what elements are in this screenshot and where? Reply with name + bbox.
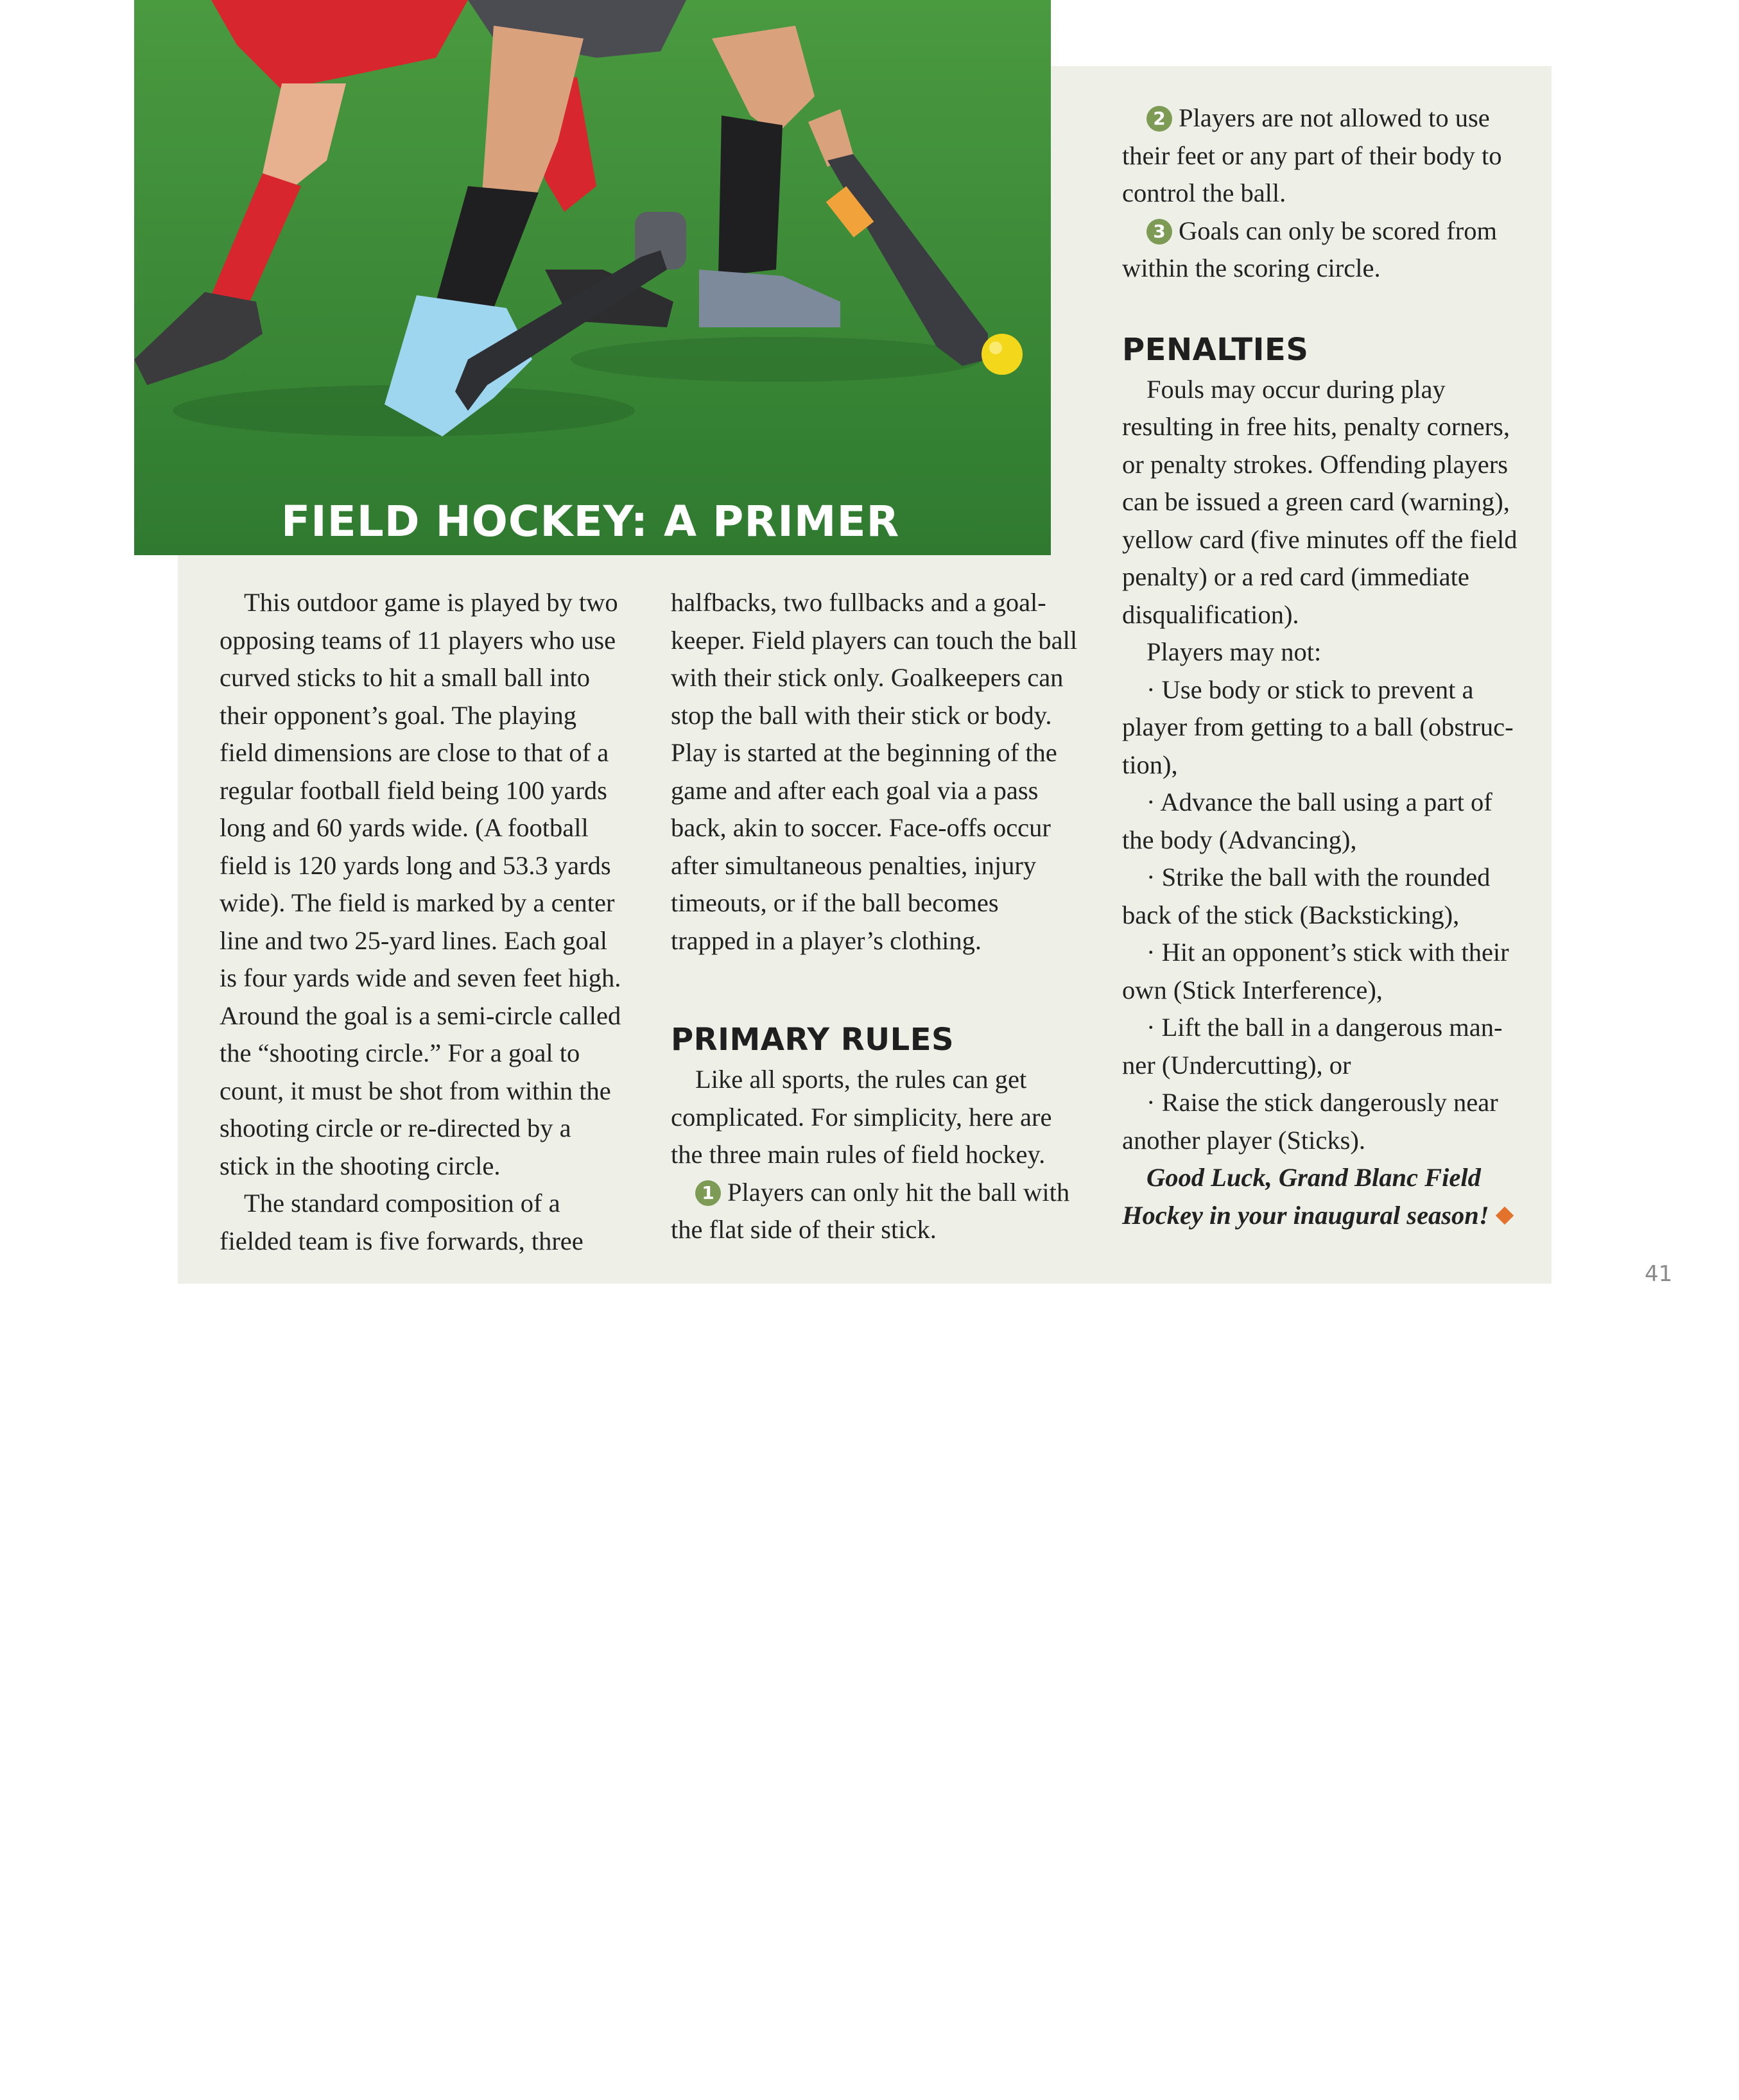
penalty-item: · Raise the stick dangerously near another player (Sticks). xyxy=(1122,1088,1498,1155)
page-title: FIELD HOCKEY: A PRIMER xyxy=(281,497,900,546)
rule-text-1: Players can only hit the ball with the flat side of their stick. xyxy=(671,1177,1070,1244)
primary-rules-heading: PRIMARY RULES xyxy=(671,1022,955,1058)
penalty-item: · Use body or stick to prevent a player from getting to a ball (obstruc-tion), xyxy=(1122,675,1514,779)
penalty-item: · Advance the ball using a part of the body (Advancing), xyxy=(1122,788,1492,854)
field-hockey-photo xyxy=(134,0,1051,555)
page-number: 41 xyxy=(1645,1261,1673,1287)
intro-paragraph: This outdoor game is played by two opposing teams of 11 players who use curved sticks to hit a small ball into their opponent’s goal. The playing field dimensions are close to that of a regular football field being 100 yards long and 60 yards wide. (A football field is 120 yards long and 53.3 yards wide). The field is marked by a center line and two 25-yard lines. Each goal is four yards wide and seven feet high. Around the goal is a semi-circle called the “shooting circle.” For a goal to count, it must be shot from within the shooting circle or re-directed by a stick in the shooting circle. xyxy=(220,588,621,1180)
rule-item-2 xyxy=(1122,99,1520,212)
players-may-not-label: Players may not: xyxy=(1146,637,1322,666)
rule-number-2-icon: 2 xyxy=(1146,106,1172,132)
closing-message xyxy=(1122,1159,1520,1234)
primary-rules-intro: Like all sports, the rules can get complicated. For simplicity, here are the three main rules of field hockey. xyxy=(671,1065,1052,1169)
penalties-paragraph: Fouls may occur during play resulting in free hits, penalty corners, or penalty strokes. Offending players can be issued a green card (warning), yellow card (five minutes off the field penalty) or a red card (immediate disqualification). xyxy=(1122,374,1518,629)
rule-text-2: Players are not allowed to use their feet or any part of their body to control the ball. xyxy=(1122,103,1502,207)
penalty-item: · Hit an opponent’s stick with their own (Stick Interference), xyxy=(1122,938,1509,1004)
text-column-3 xyxy=(1122,99,1520,1234)
closing-text: Good Luck, Grand Blanc Field Hockey in your inaugural season! xyxy=(1122,1163,1489,1230)
rule-number-1-icon: 1 xyxy=(695,1180,721,1206)
rule-item-1 xyxy=(671,1174,1078,1249)
diamond-icon xyxy=(1495,1206,1513,1224)
rule-number-3-icon: 3 xyxy=(1146,219,1172,245)
text-column-2 xyxy=(671,584,1078,1249)
penalties-heading: PENALTIES xyxy=(1122,331,1309,368)
rule-text-3: Goals can only be scored from within the scoring circle. xyxy=(1122,216,1497,282)
team-composition-paragraph: The standard composition of a fielded team is five forwards, three xyxy=(220,1189,584,1255)
team-composition-continued: halfbacks, two fullbacks and a goal-keeper. Field players can touch the ball with their stick only. Goalkeepers can stop the ball with their stick or body. Play is started at the beginning of the game and after each goal via a pass back, akin to soccer. Face-offs occur after simultaneous penalties, injury timeouts, or if the ball becomes trapped in a player’s clothing. xyxy=(671,588,1078,955)
penalty-item: · Lift the ball in a dangerous man-ner (Undercutting), or xyxy=(1122,1013,1503,1080)
penalty-item: · Strike the ball with the rounded back of the stick (Backsticking), xyxy=(1122,863,1491,929)
text-column-1 xyxy=(220,584,624,1260)
rule-item-3 xyxy=(1122,212,1520,288)
